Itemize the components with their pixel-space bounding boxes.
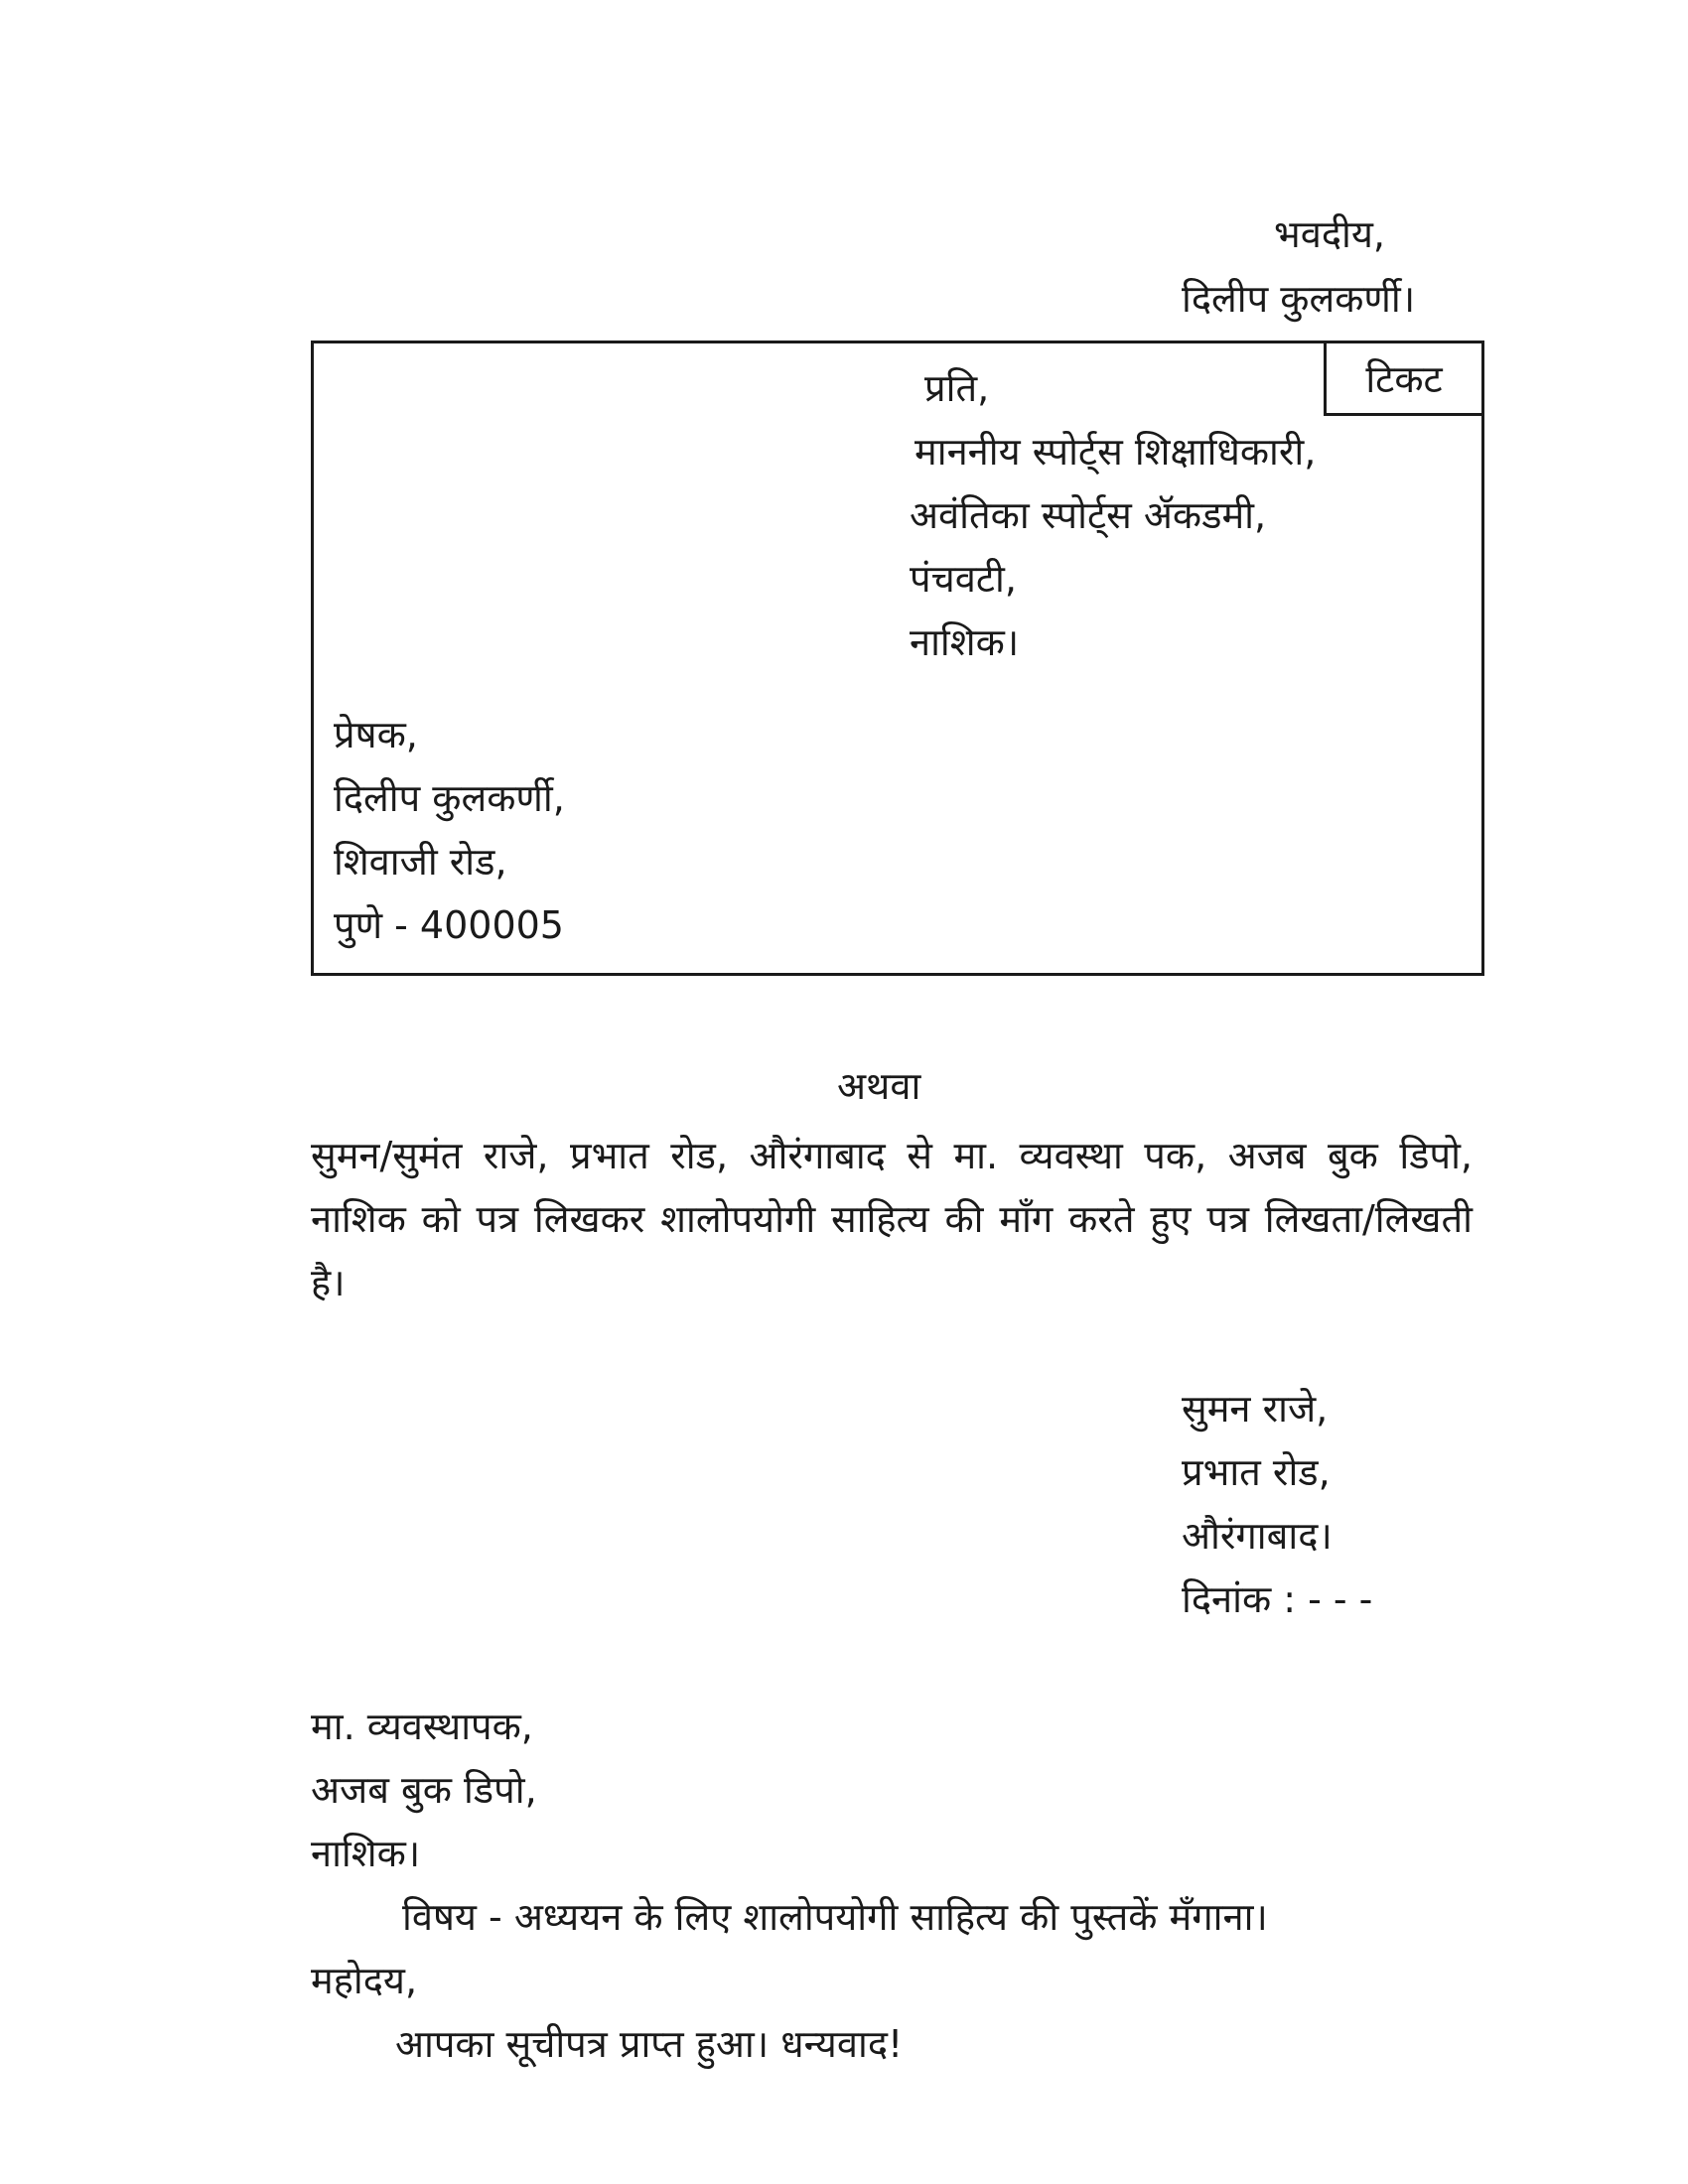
sender-label: प्रेषक, bbox=[334, 713, 418, 756]
separator-or: अथवा bbox=[837, 1064, 921, 1108]
letter-date: दिनांक : - - - bbox=[1182, 1577, 1373, 1621]
letter-salutation: महोदय, bbox=[311, 1959, 418, 2002]
receiver-address-line: मा. व्यवस्थापक, bbox=[311, 1705, 533, 1748]
sender-address-line: प्रभात रोड, bbox=[1182, 1450, 1331, 1494]
sender-line: पुणे - 400005 bbox=[334, 903, 564, 947]
sender-address-line: औरंगाबाद। bbox=[1182, 1514, 1333, 1558]
recipient-line: माननीय स्पोर्ट्स शिक्षाधिकारी, bbox=[914, 430, 1317, 474]
recipient-line: नाशिक। bbox=[910, 620, 1020, 664]
recipient-line: अवंतिका स्पोर्ट्स ॲकडमी, bbox=[910, 493, 1267, 537]
letter-body-line: आपका सूचीपत्र प्राप्त हुआ। धन्यवाद! bbox=[395, 2022, 904, 2066]
question-paragraph: सुमन/सुमंत राजे, प्रभात रोड, औरंगाबाद से मा. व्यवस्था पक, अजब बुक डिपो, नाशिक को पत्र लिखकर शालोपयोगी साहित्य की माँग करते हुए पत्र लिखता/लिखती है। bbox=[311, 1134, 1473, 1304]
sender-line: दिलीप कुलकर्णी, bbox=[334, 776, 565, 820]
closing-signature-name: दिलीप कुलकर्णी। bbox=[1182, 277, 1416, 321]
recipient-label: प्रति, bbox=[924, 366, 990, 410]
envelope-address-box bbox=[311, 341, 1484, 976]
closing-salutation: भवदीय, bbox=[1274, 212, 1385, 256]
recipient-line: पंचवटी, bbox=[910, 557, 1017, 601]
sender-address-line: सुमन राजे, bbox=[1182, 1387, 1329, 1431]
letter-subject: विषय - अध्ययन के लिए शालोपयोगी साहित्य की पुस्तकें मँगाना। bbox=[402, 1895, 1268, 1939]
stamp-box bbox=[1324, 341, 1484, 416]
receiver-address-line: नाशिक। bbox=[311, 1832, 421, 1875]
receiver-address-line: अजब बुक डिपो, bbox=[311, 1768, 537, 1812]
sender-line: शिवाजी रोड, bbox=[334, 840, 507, 884]
stamp-label: टिकट bbox=[1365, 357, 1443, 401]
